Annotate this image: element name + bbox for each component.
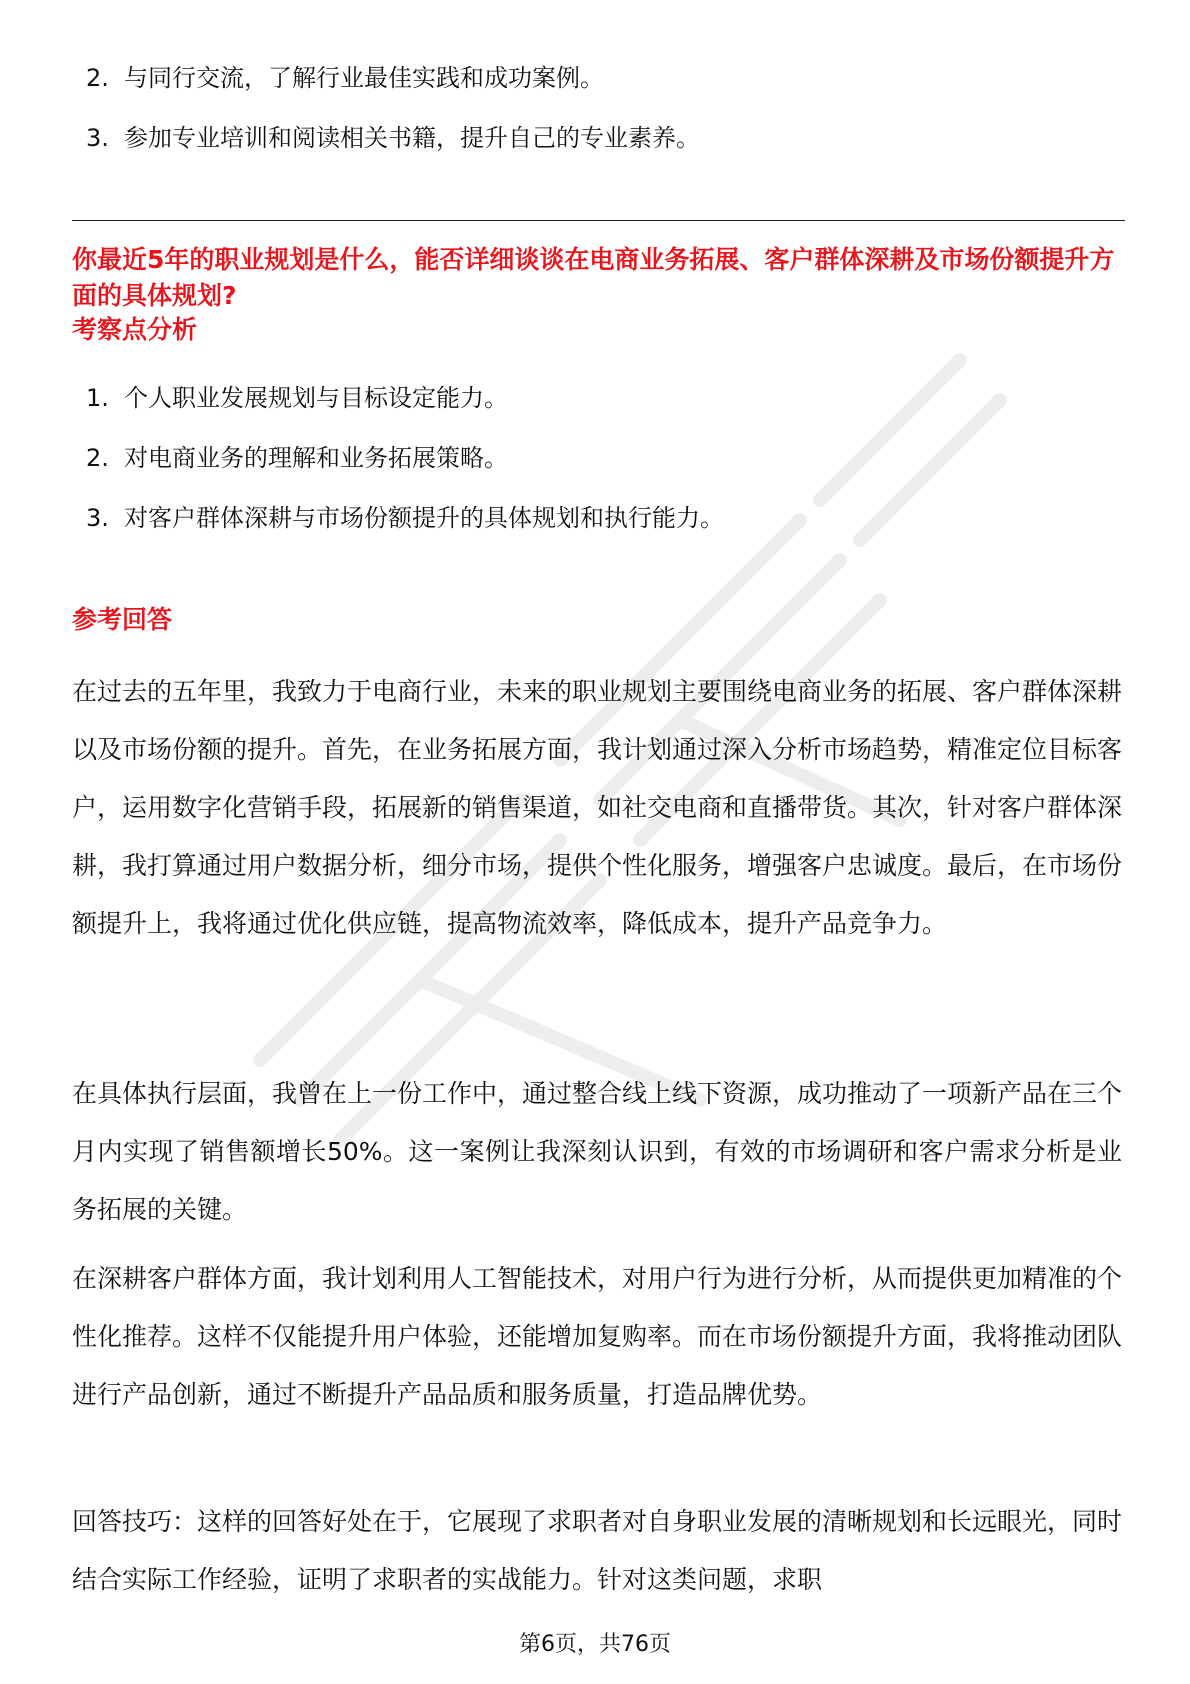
interview-question: 你最近5年的职业规划是什么，能否详细谈谈在电商业务拓展、客户群体深耕及市场份额提升方面的具体规划?	[72, 245, 1115, 310]
list-item-number: 2.	[86, 444, 109, 472]
list-item	[86, 108, 700, 168]
page-number: 第6页，共76页	[519, 1632, 671, 1657]
list-item-text: 对客户群体深耕与市场份额提升的具体规划和执行能力。	[124, 504, 724, 532]
analysis-heading: 考察点分析	[72, 315, 198, 344]
list-item-number: 1.	[86, 384, 109, 412]
answer-paragraph: 在深耕客户群体方面，我计划利用人工智能技术，对用户行为进行分析，从而提供更加精准的个性化推荐。这样不仅能提升用户体验，还能增加复购率。而在市场份额提升方面，我将推动团队进行产品创新，通过不断提升产品品质和服务质量，打造品牌优势。	[72, 1264, 1123, 1409]
list-item-number: 3.	[86, 124, 109, 152]
list-item-text: 与同行交流，了解行业最佳实践和成功案例。	[124, 64, 604, 92]
list-item-text: 参加专业培训和阅读相关书籍，提升自己的专业素养。	[124, 124, 700, 152]
list-item	[86, 48, 700, 108]
answer-heading: 参考回答	[72, 605, 173, 634]
list-item	[86, 428, 724, 488]
list-item-text: 个人职业发展规划与目标设定能力。	[124, 384, 508, 412]
answer-paragraph: 在具体执行层面，我曾在上一份工作中，通过整合线上线下资源，成功推动了一项新产品在三个月内实现了销售额增长50%。这一案例让我深刻认识到，有效的市场调研和客户需求分析是业务拓展的关键。	[72, 1079, 1123, 1224]
list-item	[86, 368, 724, 428]
list-item-number: 3.	[86, 504, 109, 532]
analysis-list	[86, 368, 724, 548]
list-item-number: 2.	[86, 64, 109, 92]
answer-tips-paragraph: 回答技巧：这样的回答好处在于，它展现了求职者对自身职业发展的清晰规划和长远眼光，同时结合实际工作经验，证明了求职者的实战能力。针对这类问题，求职	[72, 1507, 1123, 1594]
section-divider	[72, 220, 1125, 221]
answer-paragraph: 在过去的五年里，我致力于电商行业，未来的职业规划主要围绕电商业务的拓展、客户群体深耕以及市场份额的提升。首先，在业务拓展方面，我计划通过深入分析市场趋势，精准定位目标客户，运用数字化营销手段，拓展新的销售渠道，如社交电商和直播带货。其次，针对客户群体深耕，我打算通过用户数据分析，细分市场，提供个性化服务，增强客户忠诚度。最后，在市场份额提升上，我将通过优化供应链，提高物流效率，降低成本，提升产品竞争力。	[72, 677, 1123, 938]
continued-list	[86, 48, 700, 168]
list-item-text: 对电商业务的理解和业务拓展策略。	[124, 444, 508, 472]
list-item	[86, 488, 724, 548]
